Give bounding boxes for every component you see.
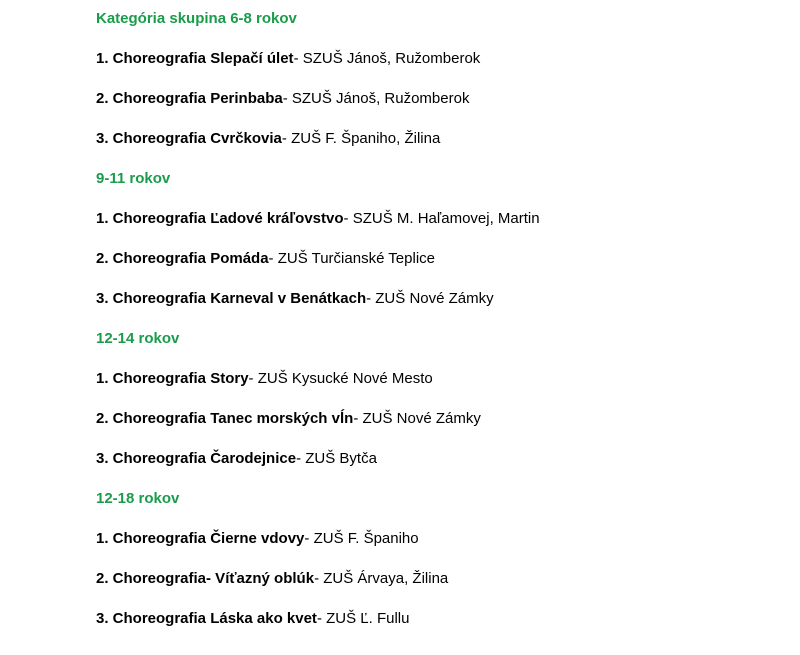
section-heading-6-8: Kategória skupina 6-8 rokov <box>96 10 297 27</box>
choreography-title: 3. Choreografia Láska ako kvet <box>96 610 317 627</box>
school-name: - ZUŠ Árvaya, Žilina <box>314 570 449 587</box>
result-entry <box>96 129 776 149</box>
school-name: - ZUŠ Nové Zámky <box>366 290 494 307</box>
result-entry <box>96 89 776 109</box>
choreography-title: 3. Choreografia Karneval v Benátkach <box>96 290 367 307</box>
choreography-title: 1. Choreografia Slepačí úlet <box>96 50 294 67</box>
choreography-title: 3. Choreografia Cvrčkovia <box>96 130 282 147</box>
section-heading-12-14: 12-14 rokov <box>96 330 180 347</box>
school-name: - ZUŠ F. Španiho, Žilina <box>281 130 441 147</box>
school-name: - ZUŠ Turčianské Teplice <box>268 250 435 267</box>
result-entry <box>96 609 776 629</box>
school-name: - ZUŠ F. Španiho <box>304 530 419 547</box>
choreography-title: 3. Choreografia Čarodejnice <box>96 450 297 467</box>
result-entry <box>96 209 776 229</box>
section-heading-12-18: 12-18 rokov <box>96 490 180 507</box>
result-entry <box>96 289 776 309</box>
result-entry <box>96 569 776 589</box>
choreography-title: 1. Choreografia Čierne vdovy <box>96 530 305 547</box>
choreography-title: 2. Choreografia Tanec morských vĺn <box>96 410 354 427</box>
choreography-title: 2. Choreografia Perinbaba <box>96 90 283 107</box>
school-name: - SZUŠ Jánoš, Ružomberok <box>282 90 470 107</box>
school-name: - ZUŠ Nové Zámky <box>353 410 481 427</box>
school-name: - ZUŠ Ľ. Fullu <box>316 610 410 627</box>
result-entry <box>96 49 776 69</box>
school-name: - ZUŠ Kysucké Nové Mesto <box>248 370 433 387</box>
choreography-title: 1. Choreografia Story <box>96 370 249 387</box>
school-name: - SZUŠ M. Haľamovej, Martin <box>343 210 540 227</box>
result-entry <box>96 529 776 549</box>
result-entry <box>96 369 776 389</box>
choreography-title: 2. Choreografia Pomáda <box>96 250 269 267</box>
section-heading-9-11: 9-11 rokov <box>96 170 171 187</box>
result-entry <box>96 409 776 429</box>
results-document <box>96 9 776 649</box>
choreography-title: 1. Choreografia Ľadové kráľovstvo <box>96 210 344 227</box>
school-name: - ZUŠ Bytča <box>296 450 377 467</box>
result-entry <box>96 249 776 269</box>
result-entry <box>96 449 776 469</box>
school-name: - SZUŠ Jánoš, Ružomberok <box>293 50 481 67</box>
choreography-title: 2. Choreografia- Víťazný oblúk <box>96 570 315 587</box>
